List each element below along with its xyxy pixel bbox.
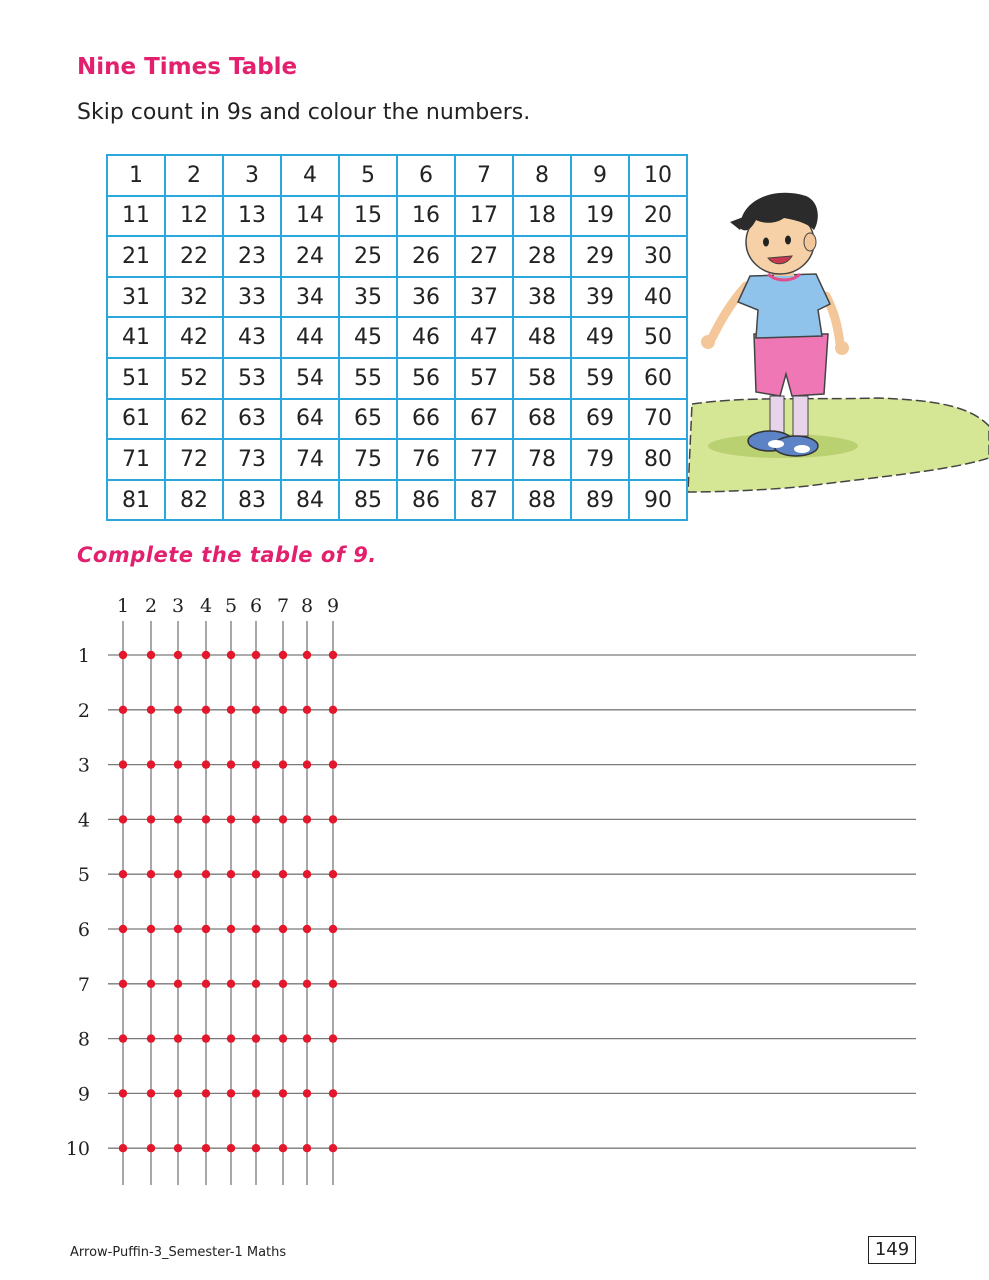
grid-cell[interactable]: 3 (223, 155, 281, 196)
intersection-dot (227, 980, 235, 988)
grid-cell[interactable]: 84 (281, 480, 339, 521)
grid-cell[interactable]: 82 (165, 480, 223, 521)
intersection-dot (147, 760, 155, 768)
grid-cell[interactable]: 4 (281, 155, 339, 196)
grid-cell[interactable]: 20 (629, 196, 687, 237)
grid-cell[interactable]: 25 (339, 236, 397, 277)
intersection-dot (202, 651, 210, 659)
table-of-nine-heading: Complete the table of 9. (77, 543, 377, 567)
intersection-dot (227, 925, 235, 933)
grid-cell[interactable]: 14 (281, 196, 339, 237)
grid-cell[interactable]: 10 (629, 155, 687, 196)
grid-cell[interactable]: 50 (629, 317, 687, 358)
intersection-dot (252, 760, 260, 768)
grid-cell[interactable]: 17 (455, 196, 513, 237)
grid-row (107, 358, 687, 399)
grid-cell[interactable]: 66 (397, 399, 455, 440)
row-label: 1 (77, 645, 90, 667)
grid-row (107, 480, 687, 521)
page-title: Nine Times Table (77, 54, 298, 80)
grid-cell[interactable]: 70 (629, 399, 687, 440)
intersection-dot (227, 760, 235, 768)
grid-cell[interactable]: 44 (281, 317, 339, 358)
intersection-dot (329, 925, 337, 933)
intersection-dot (147, 925, 155, 933)
intersection-dot (329, 870, 337, 878)
grid-cell[interactable]: 51 (107, 358, 165, 399)
column-label: 2 (144, 595, 158, 617)
grid-cell[interactable]: 32 (165, 277, 223, 318)
footer-text: Arrow-Puffin-3_Semester-1 Maths (70, 1245, 287, 1260)
intersection-dot (202, 925, 210, 933)
grid-cell[interactable]: 55 (339, 358, 397, 399)
grid-cell[interactable]: 69 (571, 399, 629, 440)
grid-cell[interactable]: 41 (107, 317, 165, 358)
intersection-dot (303, 815, 311, 823)
grid-cell[interactable]: 83 (223, 480, 281, 521)
grid-cell[interactable]: 45 (339, 317, 397, 358)
grid-cell[interactable]: 19 (571, 196, 629, 237)
grid-cell[interactable]: 31 (107, 277, 165, 318)
grid-cell[interactable]: 61 (107, 399, 165, 440)
row-label: 10 (65, 1138, 90, 1161)
grid-cell[interactable]: 34 (281, 277, 339, 318)
intersection-dot (147, 1144, 155, 1152)
hundred-grid (106, 154, 688, 521)
intersection-dot (303, 870, 311, 878)
intersection-dot (119, 1144, 127, 1152)
intersection-dot (329, 1034, 337, 1042)
grid-cell[interactable]: 27 (455, 236, 513, 277)
intersection-dot (202, 1034, 210, 1042)
grid-row (107, 155, 687, 196)
intersection-dot (252, 815, 260, 823)
grid-cell[interactable]: 75 (339, 439, 397, 480)
intersection-dot (119, 980, 127, 988)
intersection-dot (279, 980, 287, 988)
intersection-dot (279, 706, 287, 714)
grid-cell[interactable]: 71 (107, 439, 165, 480)
intersection-dot (174, 760, 182, 768)
column-label: 7 (276, 595, 290, 617)
intersection-dot (119, 1034, 127, 1042)
grid-cell[interactable]: 28 (513, 236, 571, 277)
intersection-dot (252, 980, 260, 988)
column-label: 5 (224, 595, 238, 617)
intersection-dot (119, 760, 127, 768)
grid-cell[interactable]: 56 (397, 358, 455, 399)
intersection-dot (252, 925, 260, 933)
intersection-dot (202, 760, 210, 768)
column-label: 9 (326, 595, 340, 617)
grid-cell[interactable]: 1 (107, 155, 165, 196)
page-number: 149 (868, 1236, 916, 1264)
row-label: 4 (77, 809, 90, 832)
grid-cell[interactable]: 79 (571, 439, 629, 480)
grid-cell[interactable]: 88 (513, 480, 571, 521)
grid-cell[interactable]: 13 (223, 196, 281, 237)
intersection-dot (202, 815, 210, 823)
grid-cell[interactable]: 60 (629, 358, 687, 399)
grid-cell[interactable]: 6 (397, 155, 455, 196)
grid-cell[interactable]: 68 (513, 399, 571, 440)
grid-cell[interactable]: 16 (397, 196, 455, 237)
intersection-dot (147, 815, 155, 823)
intersection-dot (174, 980, 182, 988)
intersection-dot (329, 980, 337, 988)
grid-cell[interactable]: 39 (571, 277, 629, 318)
row-label: 2 (77, 699, 90, 722)
grid-cell[interactable]: 49 (571, 317, 629, 358)
grid-cell[interactable]: 42 (165, 317, 223, 358)
grid-cell[interactable]: 57 (455, 358, 513, 399)
intersection-dot (279, 760, 287, 768)
column-label: 4 (199, 595, 213, 617)
grid-row (107, 236, 687, 277)
grid-cell[interactable]: 7 (455, 155, 513, 196)
intersection-dot (279, 1144, 287, 1152)
intersection-dot (279, 815, 287, 823)
grid-cell[interactable]: 37 (455, 277, 513, 318)
intersection-dot (174, 706, 182, 714)
boy-illustration (688, 186, 989, 506)
grid-cell[interactable]: 74 (281, 439, 339, 480)
grid-cell[interactable]: 38 (513, 277, 571, 318)
row-label: 5 (77, 864, 90, 887)
grid-cell[interactable]: 46 (397, 317, 455, 358)
grid-cell[interactable]: 81 (107, 480, 165, 521)
grid-cell[interactable]: 78 (513, 439, 571, 480)
intersection-dot (279, 1034, 287, 1042)
grid-cell[interactable]: 59 (571, 358, 629, 399)
intersection-dot (174, 651, 182, 659)
intersection-dot (303, 1089, 311, 1097)
grid-cell[interactable]: 23 (223, 236, 281, 277)
intersection-dot (147, 1034, 155, 1042)
intersection-dot (147, 980, 155, 988)
grid-cell[interactable]: 2 (165, 155, 223, 196)
intersection-dot (119, 815, 127, 823)
grid-cell[interactable]: 62 (165, 399, 223, 440)
intersection-dot (227, 870, 235, 878)
grid-cell[interactable]: 72 (165, 439, 223, 480)
intersection-dot (174, 870, 182, 878)
intersection-dot (174, 1089, 182, 1097)
grid-row (107, 196, 687, 237)
intersection-dot (329, 815, 337, 823)
intersection-dot (174, 1034, 182, 1042)
intersection-dot (174, 1144, 182, 1152)
intersection-dot (252, 1144, 260, 1152)
intersection-dot (147, 1089, 155, 1097)
intersection-dot (227, 1089, 235, 1097)
intersection-dot (174, 815, 182, 823)
grid-cell[interactable]: 85 (339, 480, 397, 521)
table-of-nine-grid (0, 585, 989, 1195)
grid-cell[interactable]: 89 (571, 480, 629, 521)
row-label: 8 (77, 1028, 90, 1051)
intersection-dot (119, 925, 127, 933)
grid-cell[interactable]: 48 (513, 317, 571, 358)
grid-row (107, 317, 687, 358)
grid-cell[interactable]: 58 (513, 358, 571, 399)
intersection-dot (147, 870, 155, 878)
grid-cell[interactable]: 86 (397, 480, 455, 521)
grid-cell[interactable]: 33 (223, 277, 281, 318)
grid-cell[interactable]: 35 (339, 277, 397, 318)
intersection-dot (252, 706, 260, 714)
grid-cell[interactable]: 63 (223, 399, 281, 440)
intersection-dot (279, 925, 287, 933)
intersection-dot (202, 1089, 210, 1097)
grid-cell[interactable]: 30 (629, 236, 687, 277)
intersection-dot (202, 706, 210, 714)
grid-cell[interactable]: 65 (339, 399, 397, 440)
column-label: 1 (116, 595, 130, 617)
instruction-text: Skip count in 9s and colour the numbers. (77, 100, 531, 125)
intersection-dot (227, 706, 235, 714)
intersection-dot (279, 651, 287, 659)
intersection-dot (279, 1089, 287, 1097)
intersection-dot (303, 1034, 311, 1042)
grid-cell[interactable]: 73 (223, 439, 281, 480)
intersection-dot (329, 1144, 337, 1152)
intersection-dot (202, 870, 210, 878)
grid-cell[interactable]: 18 (513, 196, 571, 237)
grid-cell[interactable]: 21 (107, 236, 165, 277)
grid-row (107, 399, 687, 440)
grid-cell[interactable]: 12 (165, 196, 223, 237)
grid-cell[interactable]: 24 (281, 236, 339, 277)
intersection-dot (303, 1144, 311, 1152)
column-label: 6 (249, 595, 263, 617)
grid-cell[interactable]: 8 (513, 155, 571, 196)
column-label: 8 (300, 595, 314, 617)
intersection-dot (119, 870, 127, 878)
intersection-dot (303, 651, 311, 659)
grid-cell[interactable]: 53 (223, 358, 281, 399)
row-label: 6 (77, 919, 90, 941)
intersection-dot (227, 651, 235, 659)
row-label: 7 (77, 973, 90, 996)
grid-cell[interactable]: 36 (397, 277, 455, 318)
intersection-dot (227, 1034, 235, 1042)
grid-row (107, 277, 687, 318)
grid-cell[interactable]: 77 (455, 439, 513, 480)
intersection-dot (329, 760, 337, 768)
grid-cell[interactable]: 29 (571, 236, 629, 277)
grid-cell[interactable]: 47 (455, 317, 513, 358)
grid-cell[interactable]: 40 (629, 277, 687, 318)
grid-row (107, 439, 687, 480)
grid-cell[interactable]: 76 (397, 439, 455, 480)
grid-cell[interactable]: 11 (107, 196, 165, 237)
grid-cell[interactable]: 26 (397, 236, 455, 277)
grid-cell[interactable]: 15 (339, 196, 397, 237)
intersection-dot (147, 651, 155, 659)
intersection-dot (303, 706, 311, 714)
intersection-dot (303, 925, 311, 933)
intersection-dot (119, 1089, 127, 1097)
intersection-dot (279, 870, 287, 878)
grid-cell[interactable]: 87 (455, 480, 513, 521)
intersection-dot (252, 1089, 260, 1097)
intersection-dot (119, 706, 127, 714)
row-label: 9 (77, 1083, 90, 1106)
intersection-dot (329, 651, 337, 659)
intersection-dot (227, 1144, 235, 1152)
grid-cell[interactable]: 52 (165, 358, 223, 399)
intersection-dot (202, 980, 210, 988)
intersection-dot (252, 651, 260, 659)
grid-cell[interactable]: 43 (223, 317, 281, 358)
intersection-dot (174, 925, 182, 933)
intersection-dot (147, 706, 155, 714)
intersection-dot (303, 980, 311, 988)
intersection-dot (252, 870, 260, 878)
intersection-dot (202, 1144, 210, 1152)
grid-cell[interactable]: 64 (281, 399, 339, 440)
intersection-dot (329, 1089, 337, 1097)
grid-cell[interactable]: 9 (571, 155, 629, 196)
column-label: 3 (171, 595, 185, 617)
grid-cell[interactable]: 5 (339, 155, 397, 196)
row-label: 3 (77, 754, 90, 777)
intersection-dot (303, 760, 311, 768)
intersection-dot (252, 1034, 260, 1042)
intersection-dot (329, 706, 337, 714)
grid-cell[interactable]: 90 (629, 480, 687, 521)
grid-cell[interactable]: 67 (455, 399, 513, 440)
intersection-dot (119, 651, 127, 659)
intersection-dot (227, 815, 235, 823)
grid-cell[interactable]: 22 (165, 236, 223, 277)
grid-cell[interactable]: 80 (629, 439, 687, 480)
grid-cell[interactable]: 54 (281, 358, 339, 399)
